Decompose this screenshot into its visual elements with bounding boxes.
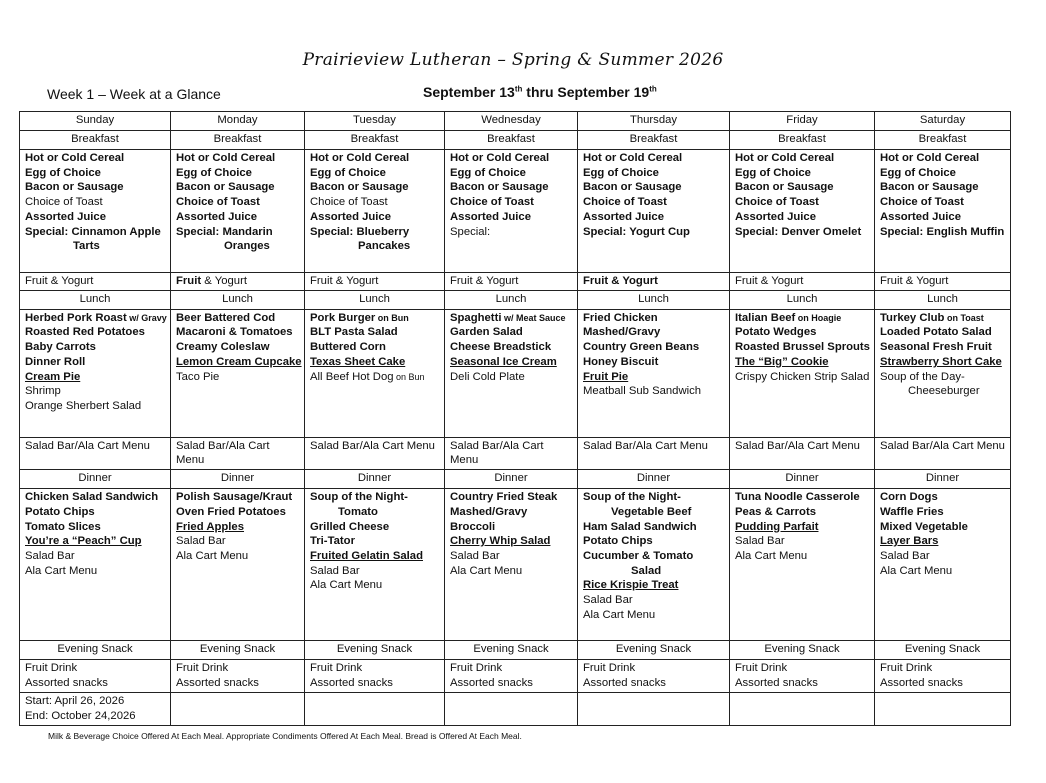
menu-item: Spaghetti w/ Meat Sauce	[450, 311, 566, 324]
menu-item: Mashed/Gravy	[450, 505, 528, 518]
menu-item: Choice of Toast	[25, 196, 103, 209]
menu-item: Corn Dogs	[880, 491, 938, 504]
menu-item: Bacon or Sausage	[880, 181, 979, 194]
menu-item: Broccoli	[450, 520, 496, 533]
salad-bar-note: Salad Bar/Ala Cart Menu	[445, 437, 578, 469]
menu-item: Grilled Cheese	[310, 520, 390, 533]
menu-item: Polish Sausage/Kraut	[176, 491, 293, 504]
menu-item: Fried Chicken	[583, 311, 658, 324]
menu-item-note: on Bun	[375, 312, 409, 323]
day-header: Wednesday	[445, 112, 578, 131]
menu-item: Loaded Potato Salad	[880, 326, 992, 339]
menu-item: Fruit Drink	[735, 662, 788, 675]
lunch-label: Lunch	[578, 290, 730, 309]
evening-snack-label: Evening Snack	[445, 641, 578, 660]
menu-item: Italian Beef on Hoagie	[735, 311, 842, 324]
menu-item: Tarts	[73, 240, 100, 253]
menu-item: Hot or Cold Cereal	[583, 152, 683, 164]
menu-item: Texas Sheet Cake	[310, 355, 406, 368]
menu-item: Ala Cart Menu	[583, 608, 656, 621]
fruit-yogurt-text: & Yogurt	[201, 275, 247, 287]
menu-item: Fruit Drink	[176, 662, 229, 675]
menu-item: Choice of Toast	[176, 196, 260, 209]
menu-item: Fried Apples	[176, 520, 245, 533]
lunch-items	[578, 309, 730, 437]
menu-item: Buttered Corn	[310, 341, 386, 354]
dinner-label: Dinner	[445, 470, 578, 489]
menu-item: Seasonal Fresh Fruit	[880, 341, 992, 354]
breakfast-label: Breakfast	[875, 131, 1011, 150]
menu-item: You’re a “Peach” Cup	[25, 535, 142, 548]
menu-item: Bacon or Sausage	[25, 181, 124, 194]
menu-item: Egg of Choice	[25, 166, 101, 179]
menu-item: Salad Bar	[25, 549, 75, 562]
menu-item: Ala Cart Menu	[450, 564, 523, 577]
snack-items	[730, 660, 875, 693]
menu-item: Hot or Cold Cereal	[176, 152, 276, 164]
snack-items	[578, 660, 730, 693]
weekly-menu-table	[19, 111, 1011, 726]
menu-item: Egg of Choice	[176, 166, 252, 179]
menu-item: Beer Battered Cod	[176, 311, 276, 324]
menu-item: Choice of Toast	[735, 196, 819, 209]
fruit-yogurt-text: Fruit & Yogurt	[583, 275, 658, 287]
menu-item: Ala Cart Menu	[25, 564, 98, 577]
menu-item: Seasonal Ice Cream	[450, 355, 557, 368]
fruit-yogurt	[305, 273, 445, 291]
menu-item: Assorted Juice	[176, 210, 257, 223]
menu-item: Cucumber & Tomato	[583, 549, 694, 562]
empty-cell	[730, 693, 875, 725]
snack-items	[305, 660, 445, 693]
empty-cell	[445, 693, 578, 725]
breakfast-items	[305, 150, 445, 273]
evening-snack-label: Evening Snack	[20, 641, 171, 660]
lunch-label: Lunch	[171, 290, 305, 309]
snack-items	[20, 660, 171, 693]
menu-item: Assorted Juice	[735, 210, 816, 223]
menu-item: Pancakes	[358, 240, 411, 253]
fruit-yogurt	[730, 273, 875, 291]
evening-snack-label: Evening Snack	[578, 641, 730, 660]
menu-item: Egg of Choice	[880, 166, 956, 179]
menu-item: All Beef Hot Dog on Bun	[310, 370, 425, 383]
menu-item: Hot or Cold Cereal	[310, 152, 410, 164]
fruit-yogurt	[875, 273, 1011, 291]
menu-item: Assorted Juice	[880, 210, 961, 223]
menu-item: Assorted snacks	[450, 676, 533, 689]
menu-item: Choice of Toast	[310, 196, 388, 209]
menu-item: Hot or Cold Cereal	[880, 152, 980, 164]
menu-item: Choice of Toast	[583, 196, 667, 209]
day-header: Monday	[171, 112, 305, 131]
menu-item: Salad Bar	[583, 594, 633, 607]
menu-item: Fruit Drink	[450, 662, 503, 675]
menu-item: Fruit Drink	[880, 662, 933, 675]
menu-item: Soup of the Night-	[583, 491, 681, 504]
menu-item: Ala Cart Menu	[880, 564, 953, 577]
menu-item: Ala Cart Menu	[735, 549, 808, 562]
breakfast-items	[578, 150, 730, 273]
fruit-yogurt-text: Fruit	[176, 275, 202, 287]
menu-item: Chicken Salad Sandwich	[25, 491, 159, 504]
menu-item: Mashed/Gravy	[583, 326, 661, 339]
evening-snack-label: Evening Snack	[730, 641, 875, 660]
fruit-yogurt-text: Fruit & Yogurt	[880, 275, 949, 287]
menu-item: Bacon or Sausage	[735, 181, 834, 194]
menu-item: Rice Krispie Treat	[583, 579, 679, 592]
dinner-items	[875, 489, 1011, 641]
lunch-label: Lunch	[875, 290, 1011, 309]
menu-item-note: on Toast	[944, 312, 984, 323]
menu-item: Baby Carrots	[25, 341, 96, 354]
menu-item: Special: Blueberry	[310, 225, 410, 238]
menu-item: Fruit Drink	[583, 662, 636, 675]
menu-item: Salad Bar	[310, 564, 360, 577]
dinner-items	[171, 489, 305, 641]
menu-item: Pudding Parfait	[735, 520, 819, 533]
salad-bar-note: Salad Bar/Ala Cart Menu	[875, 437, 1011, 469]
menu-item: Ala Cart Menu	[176, 549, 249, 562]
menu-item: Cheese Breadstick	[450, 341, 552, 354]
menu-item: Potato Chips	[583, 535, 653, 548]
lunch-label: Lunch	[20, 290, 171, 309]
lunch-items	[20, 309, 171, 437]
lunch-items	[305, 309, 445, 437]
menu-item: Cream Pie	[25, 370, 81, 383]
menu-item: Assorted snacks	[735, 676, 818, 689]
menu-item-note: w/ Meat Sauce	[501, 312, 566, 323]
menu-item: Tuna Noodle Casserole	[735, 491, 860, 504]
menu-item: Hot or Cold Cereal	[450, 152, 550, 164]
menu-item-note: on Bun	[393, 371, 425, 382]
lunch-label: Lunch	[305, 290, 445, 309]
empty-cell	[305, 693, 445, 725]
menu-item: Egg of Choice	[310, 166, 386, 179]
menu-item: Tomato Slices	[25, 520, 101, 533]
menu-item: Hot or Cold Cereal	[735, 152, 835, 164]
day-header: Saturday	[875, 112, 1011, 131]
menu-item: Crispy Chicken Strip Salad	[735, 370, 870, 383]
lunch-items	[445, 309, 578, 437]
week-label: Week 1 – Week at a Glance	[47, 86, 221, 102]
end-date: End: October 24,2026	[25, 709, 136, 722]
menu-item: Oranges	[224, 240, 270, 253]
menu-item: Choice of Toast	[450, 196, 534, 209]
lunch-label: Lunch	[445, 290, 578, 309]
menu-item: Salad Bar	[880, 549, 930, 562]
menu-item: BLT Pasta Salad	[310, 326, 398, 339]
menu-item: Potato Wedges	[735, 326, 817, 339]
menu-item: Egg of Choice	[450, 166, 526, 179]
menu-item: Soup of the Night-	[310, 491, 408, 504]
menu-item: Bacon or Sausage	[310, 181, 409, 194]
menu-item: Fruited Gelatin Salad	[310, 549, 423, 562]
fruit-yogurt	[578, 273, 730, 291]
breakfast-items	[730, 150, 875, 273]
menu-item: The “Big” Cookie	[735, 355, 829, 368]
fruit-yogurt	[20, 273, 171, 291]
menu-item: Choice of Toast	[880, 196, 964, 209]
fruit-yogurt	[445, 273, 578, 291]
menu-item-note: on Hoagie	[795, 312, 842, 323]
date-range: September 13th thru September 19th	[423, 84, 657, 100]
day-header: Tuesday	[305, 112, 445, 131]
menu-item: Orange Sherbert Salad	[25, 399, 142, 412]
lunch-items	[875, 309, 1011, 437]
dinner-items	[20, 489, 171, 641]
menu-item: Roasted Brussel Sprouts	[735, 341, 870, 354]
menu-item: Layer Bars	[880, 535, 939, 548]
lunch-items	[171, 309, 305, 437]
breakfast-label: Breakfast	[305, 131, 445, 150]
evening-snack-label: Evening Snack	[305, 641, 445, 660]
evening-snack-label: Evening Snack	[875, 641, 1011, 660]
dinner-label: Dinner	[20, 470, 171, 489]
menu-title: Prairieview Lutheran – Spring & Summer 2026	[302, 50, 724, 70]
salad-bar-note: Salad Bar/Ala Cart Menu	[171, 437, 305, 469]
dinner-items	[305, 489, 445, 641]
menu-item: Assorted Juice	[25, 210, 106, 223]
breakfast-label: Breakfast	[171, 131, 305, 150]
menu-item: Special: Cinnamon Apple	[25, 225, 161, 238]
menu-item: Salad	[631, 564, 662, 577]
empty-cell	[875, 693, 1011, 725]
menu-item: Peas & Carrots	[735, 505, 816, 518]
evening-snack-label: Evening Snack	[171, 641, 305, 660]
menu-item: Mixed Vegetable	[880, 520, 968, 533]
menu-item: Special:	[450, 225, 491, 238]
dinner-items	[445, 489, 578, 641]
menu-item: Meatball Sub Sandwich	[583, 385, 702, 398]
menu-item: Honey Biscuit	[583, 355, 659, 368]
menu-item: Hot or Cold Cereal	[25, 152, 125, 164]
day-header: Sunday	[20, 112, 171, 131]
menu-item: Ala Cart Menu	[310, 579, 383, 592]
fruit-yogurt-text: Fruit & Yogurt	[735, 275, 804, 287]
menu-item: Taco Pie	[176, 370, 220, 383]
salad-bar-note: Salad Bar/Ala Cart Menu	[20, 437, 171, 469]
menu-item: Special: Denver Omelet	[735, 225, 862, 238]
menu-item: Bacon or Sausage	[176, 181, 275, 194]
menu-item: Assorted Juice	[310, 210, 391, 223]
dinner-label: Dinner	[578, 470, 730, 489]
menu-item: Ham Salad Sandwich	[583, 520, 697, 533]
fruit-yogurt-text: Fruit & Yogurt	[450, 275, 519, 287]
salad-bar-note: Salad Bar/Ala Cart Menu	[305, 437, 445, 469]
menu-item: Cherry Whip Salad	[450, 535, 551, 548]
footer-note: Milk & Beverage Choice Offered At Each Meal. Appropriate Condiments Offered At Each Meal. Bread is Offered At Each Meal.	[48, 731, 522, 741]
menu-item: Pork Burger on Bun	[310, 311, 409, 324]
menu-item: Bacon or Sausage	[583, 181, 682, 194]
menu-item: Lemon Cream Cupcake	[176, 355, 302, 368]
breakfast-items	[445, 150, 578, 273]
menu-item: Garden Salad	[450, 326, 523, 339]
lunch-label: Lunch	[730, 290, 875, 309]
menu-item: Dinner Roll	[25, 355, 86, 368]
menu-item: Fruit Pie	[583, 370, 629, 383]
snack-items	[875, 660, 1011, 693]
breakfast-label: Breakfast	[578, 131, 730, 150]
menu-item: Bacon or Sausage	[450, 181, 549, 194]
menu-item: Shrimp	[25, 385, 61, 398]
menu-item: Special: Mandarin	[176, 225, 273, 238]
menu-item-note: w/ Gravy	[126, 312, 167, 323]
menu-item: Egg of Choice	[735, 166, 811, 179]
menu-item: Assorted snacks	[310, 676, 393, 689]
menu-item: Cheeseburger	[908, 385, 980, 398]
dinner-label: Dinner	[305, 470, 445, 489]
fruit-yogurt-text: Fruit & Yogurt	[25, 275, 94, 287]
menu-item: Assorted Juice	[583, 210, 664, 223]
menu-item: Fruit Drink	[310, 662, 363, 675]
menu-item: Country Green Beans	[583, 341, 700, 354]
menu-item: Tri-Tator	[310, 535, 355, 548]
menu-item: Waffle Fries	[880, 505, 944, 518]
fruit-yogurt	[171, 273, 305, 291]
menu-item: Egg of Choice	[583, 166, 659, 179]
dinner-label: Dinner	[875, 470, 1011, 489]
dinner-items	[730, 489, 875, 641]
menu-item: Vegetable Beef	[611, 505, 692, 518]
menu-item: Macaroni & Tomatoes	[176, 326, 293, 339]
menu-item: Salad Bar	[450, 549, 500, 562]
menu-item: Assorted snacks	[880, 676, 963, 689]
menu-item: Special: Yogurt Cup	[583, 225, 690, 238]
empty-cell	[578, 693, 730, 725]
day-header: Friday	[730, 112, 875, 131]
menu-item: Herbed Pork Roast w/ Gravy	[25, 311, 167, 324]
salad-bar-note: Salad Bar/Ala Cart Menu	[578, 437, 730, 469]
menu-item: Fruit Drink	[25, 662, 78, 675]
snack-items	[171, 660, 305, 693]
menu-item: Assorted snacks	[583, 676, 666, 689]
menu-item: Salad Bar	[735, 535, 785, 548]
menu-item: Country Fried Steak	[450, 491, 558, 504]
menu-item: Assorted snacks	[25, 676, 108, 689]
menu-item: Deli Cold Plate	[450, 370, 525, 383]
breakfast-label: Breakfast	[20, 131, 171, 150]
menu-item: Assorted snacks	[176, 676, 259, 689]
start-date: Start: April 26, 2026	[25, 695, 125, 708]
menu-item: Tomato	[338, 505, 378, 518]
menu-item: Oven Fried Potatoes	[176, 505, 286, 518]
dinner-label: Dinner	[171, 470, 305, 489]
menu-item: Turkey Club on Toast	[880, 311, 984, 324]
fruit-yogurt-text: Fruit & Yogurt	[310, 275, 379, 287]
menu-item: Special: English Muffin	[880, 225, 1005, 238]
snack-items	[445, 660, 578, 693]
breakfast-items	[875, 150, 1011, 273]
day-header: Thursday	[578, 112, 730, 131]
menu-item: Potato Chips	[25, 505, 95, 518]
menu-item: Soup of the Day-	[880, 370, 965, 383]
salad-bar-note: Salad Bar/Ala Cart Menu	[730, 437, 875, 469]
menu-item: Strawberry Short Cake	[880, 355, 1002, 368]
breakfast-items	[171, 150, 305, 273]
menu-item: Salad Bar	[176, 535, 226, 548]
season-dates	[20, 693, 171, 725]
menu-item: Roasted Red Potatoes	[25, 326, 145, 339]
dinner-label: Dinner	[730, 470, 875, 489]
breakfast-label: Breakfast	[445, 131, 578, 150]
menu-item: Creamy Coleslaw	[176, 341, 270, 354]
menu-item: Assorted Juice	[450, 210, 531, 223]
empty-cell	[171, 693, 305, 725]
breakfast-label: Breakfast	[730, 131, 875, 150]
lunch-items	[730, 309, 875, 437]
dinner-items	[578, 489, 730, 641]
breakfast-items	[20, 150, 171, 273]
